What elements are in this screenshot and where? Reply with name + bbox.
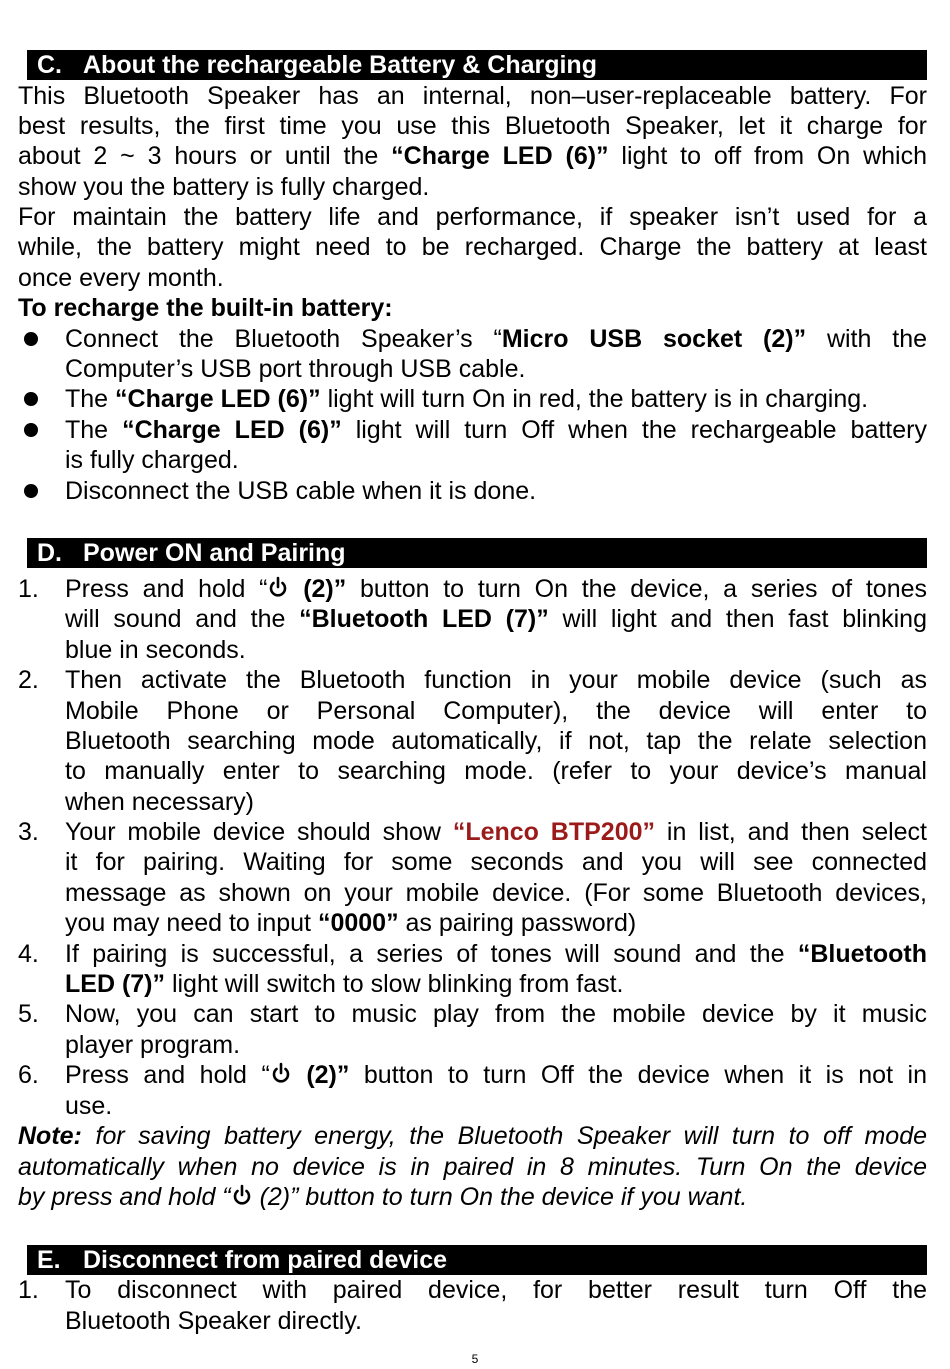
list-line xyxy=(65,574,927,604)
bold-run: “0000” xyxy=(317,909,399,937)
page-number: 5 xyxy=(471,1352,479,1366)
bold-run: (2)” xyxy=(306,1061,350,1089)
bullet-icon xyxy=(24,392,38,406)
text-run: button to turn On the device, a series of tones xyxy=(346,575,928,603)
list-line xyxy=(65,817,927,847)
list-line: message as shown on your mobile device. (For some Bluetooth devices, xyxy=(65,879,927,907)
list-line: Mobile Phone or Personal Computer), the device will enter to xyxy=(65,697,927,725)
list-line: it for pairing. Waiting for some seconds and you will see connected xyxy=(65,848,927,876)
bold-run: “Charge LED (6)” xyxy=(391,142,609,170)
subheading: To recharge the built-in battery: xyxy=(18,294,393,322)
note-line: automatically when no device is in paired in 8 minutes. Turn On the device xyxy=(18,1153,927,1181)
note-line xyxy=(18,1121,927,1151)
power-icon xyxy=(270,1062,292,1086)
list-line: to manually enter to searching mode. (refer to your device’s manual xyxy=(65,757,927,785)
bullet-line xyxy=(65,324,927,354)
list-line: use. xyxy=(65,1092,113,1120)
model-name: “Lenco BTP200” xyxy=(452,818,656,846)
list-number: 1. xyxy=(18,575,39,603)
section-c-header xyxy=(27,50,927,80)
list-line xyxy=(65,908,927,938)
list-line: Bluetooth searching mode automatically, if not, tap the relate selection xyxy=(65,727,927,755)
bullet-icon xyxy=(24,484,38,498)
list-line: To disconnect with paired device, for better result turn Off the xyxy=(65,1276,927,1304)
text-run: for saving battery energy, the Bluetooth Speaker will turn to off mode xyxy=(81,1122,927,1150)
list-number: 3. xyxy=(18,818,39,846)
text-run: light to off from On which xyxy=(608,142,927,170)
bullet-line xyxy=(65,415,927,445)
bullet-line: is fully charged. xyxy=(65,446,239,474)
list-number: 1. xyxy=(18,1276,39,1304)
power-icon xyxy=(267,576,289,600)
bold-run: LED (7)” xyxy=(65,970,165,998)
text-run: Connect the Bluetooth Speaker’s “ xyxy=(65,325,502,353)
text-line: For maintain the battery life and performance, if speaker isn’t used for a xyxy=(18,203,927,231)
bold-run: “Charge LED (6)” xyxy=(122,416,342,444)
section-letter: E. xyxy=(37,1246,61,1274)
text-line: once every month. xyxy=(18,264,224,292)
list-number: 2. xyxy=(18,666,39,694)
bold-run: Micro USB socket (2)” xyxy=(501,325,807,353)
text-run: Press and hold “ xyxy=(65,575,268,603)
bullet-icon xyxy=(24,423,38,437)
note-label: Note: xyxy=(18,1122,82,1150)
text-line: show you the battery is fully charged. xyxy=(18,173,430,201)
text-run: (2)” button to turn On the device if you want. xyxy=(259,1183,748,1211)
bullet-line: Computer’s USB port through USB cable. xyxy=(65,355,526,383)
list-number: 5. xyxy=(18,1000,39,1028)
list-line: Bluetooth Speaker directly. xyxy=(65,1307,362,1335)
text-run: in list, and then select xyxy=(655,818,927,846)
list-line: player program. xyxy=(65,1031,241,1059)
text-line: while, the battery might need to be recharged. Charge the battery at least xyxy=(18,233,927,261)
text-line: best results, the first time you use this Bluetooth Speaker, let it charge for xyxy=(18,112,927,140)
list-line: Now, you can start to music play from the mobile device by it music xyxy=(65,1000,927,1028)
text-run: If pairing is successful, a series of tones will sound and the xyxy=(65,940,798,968)
text-run: Press and hold “ xyxy=(65,1061,270,1089)
list-line xyxy=(65,604,927,634)
bold-run: “Charge LED (6)” xyxy=(115,385,321,413)
note-line xyxy=(18,1182,927,1212)
text-run: by press and hold “ xyxy=(18,1183,231,1211)
section-e-header xyxy=(27,1245,927,1275)
section-title: About the rechargeable Battery & Charging xyxy=(83,51,597,79)
text-run: about 2 ~ 3 hours or until the xyxy=(18,142,392,170)
bullet-line xyxy=(65,384,927,414)
list-line xyxy=(65,939,927,969)
bullet-line: Disconnect the USB cable when it is done. xyxy=(65,477,537,505)
text-run: will sound and the xyxy=(65,605,300,633)
text-line xyxy=(18,141,927,171)
text-run: Your mobile device should show xyxy=(65,818,453,846)
section-d-header xyxy=(27,538,927,568)
text-run: light will turn Off when the rechargeable battery xyxy=(341,416,927,444)
text-run: with the xyxy=(806,325,928,353)
section-letter: C. xyxy=(37,51,62,79)
bullet-icon xyxy=(24,332,38,346)
list-line: Then activate the Bluetooth function in your mobile device (such as xyxy=(65,666,927,694)
section-title: Power ON and Pairing xyxy=(83,539,346,567)
list-line: when necessary) xyxy=(65,788,254,816)
list-number: 4. xyxy=(18,940,39,968)
section-title: Disconnect from paired device xyxy=(83,1246,448,1274)
list-line xyxy=(65,1060,927,1090)
text-run: as pairing password) xyxy=(398,909,637,937)
section-letter: D. xyxy=(37,539,62,567)
list-line: blue in seconds. xyxy=(65,636,246,664)
text-line: This Bluetooth Speaker has an internal, non–user-replaceable battery. For xyxy=(18,82,927,110)
text-run: The xyxy=(65,385,116,413)
bold-run: (2)” xyxy=(303,575,347,603)
bold-run: “Bluetooth LED (7)” xyxy=(299,605,549,633)
list-number: 6. xyxy=(18,1061,39,1089)
text-run: light will switch to slow blinking from fast. xyxy=(165,970,624,998)
text-run: button to turn Off the device when it is not in xyxy=(349,1061,927,1089)
text-run: will light and then fast blinking xyxy=(548,605,927,633)
text-run: you may need to input xyxy=(65,909,318,937)
text-run: light will turn On in red, the battery is in charging. xyxy=(320,385,869,413)
bold-run: “Bluetooth xyxy=(797,940,927,968)
list-line xyxy=(65,969,927,999)
text-run: The xyxy=(65,416,123,444)
power-icon xyxy=(231,1184,253,1208)
